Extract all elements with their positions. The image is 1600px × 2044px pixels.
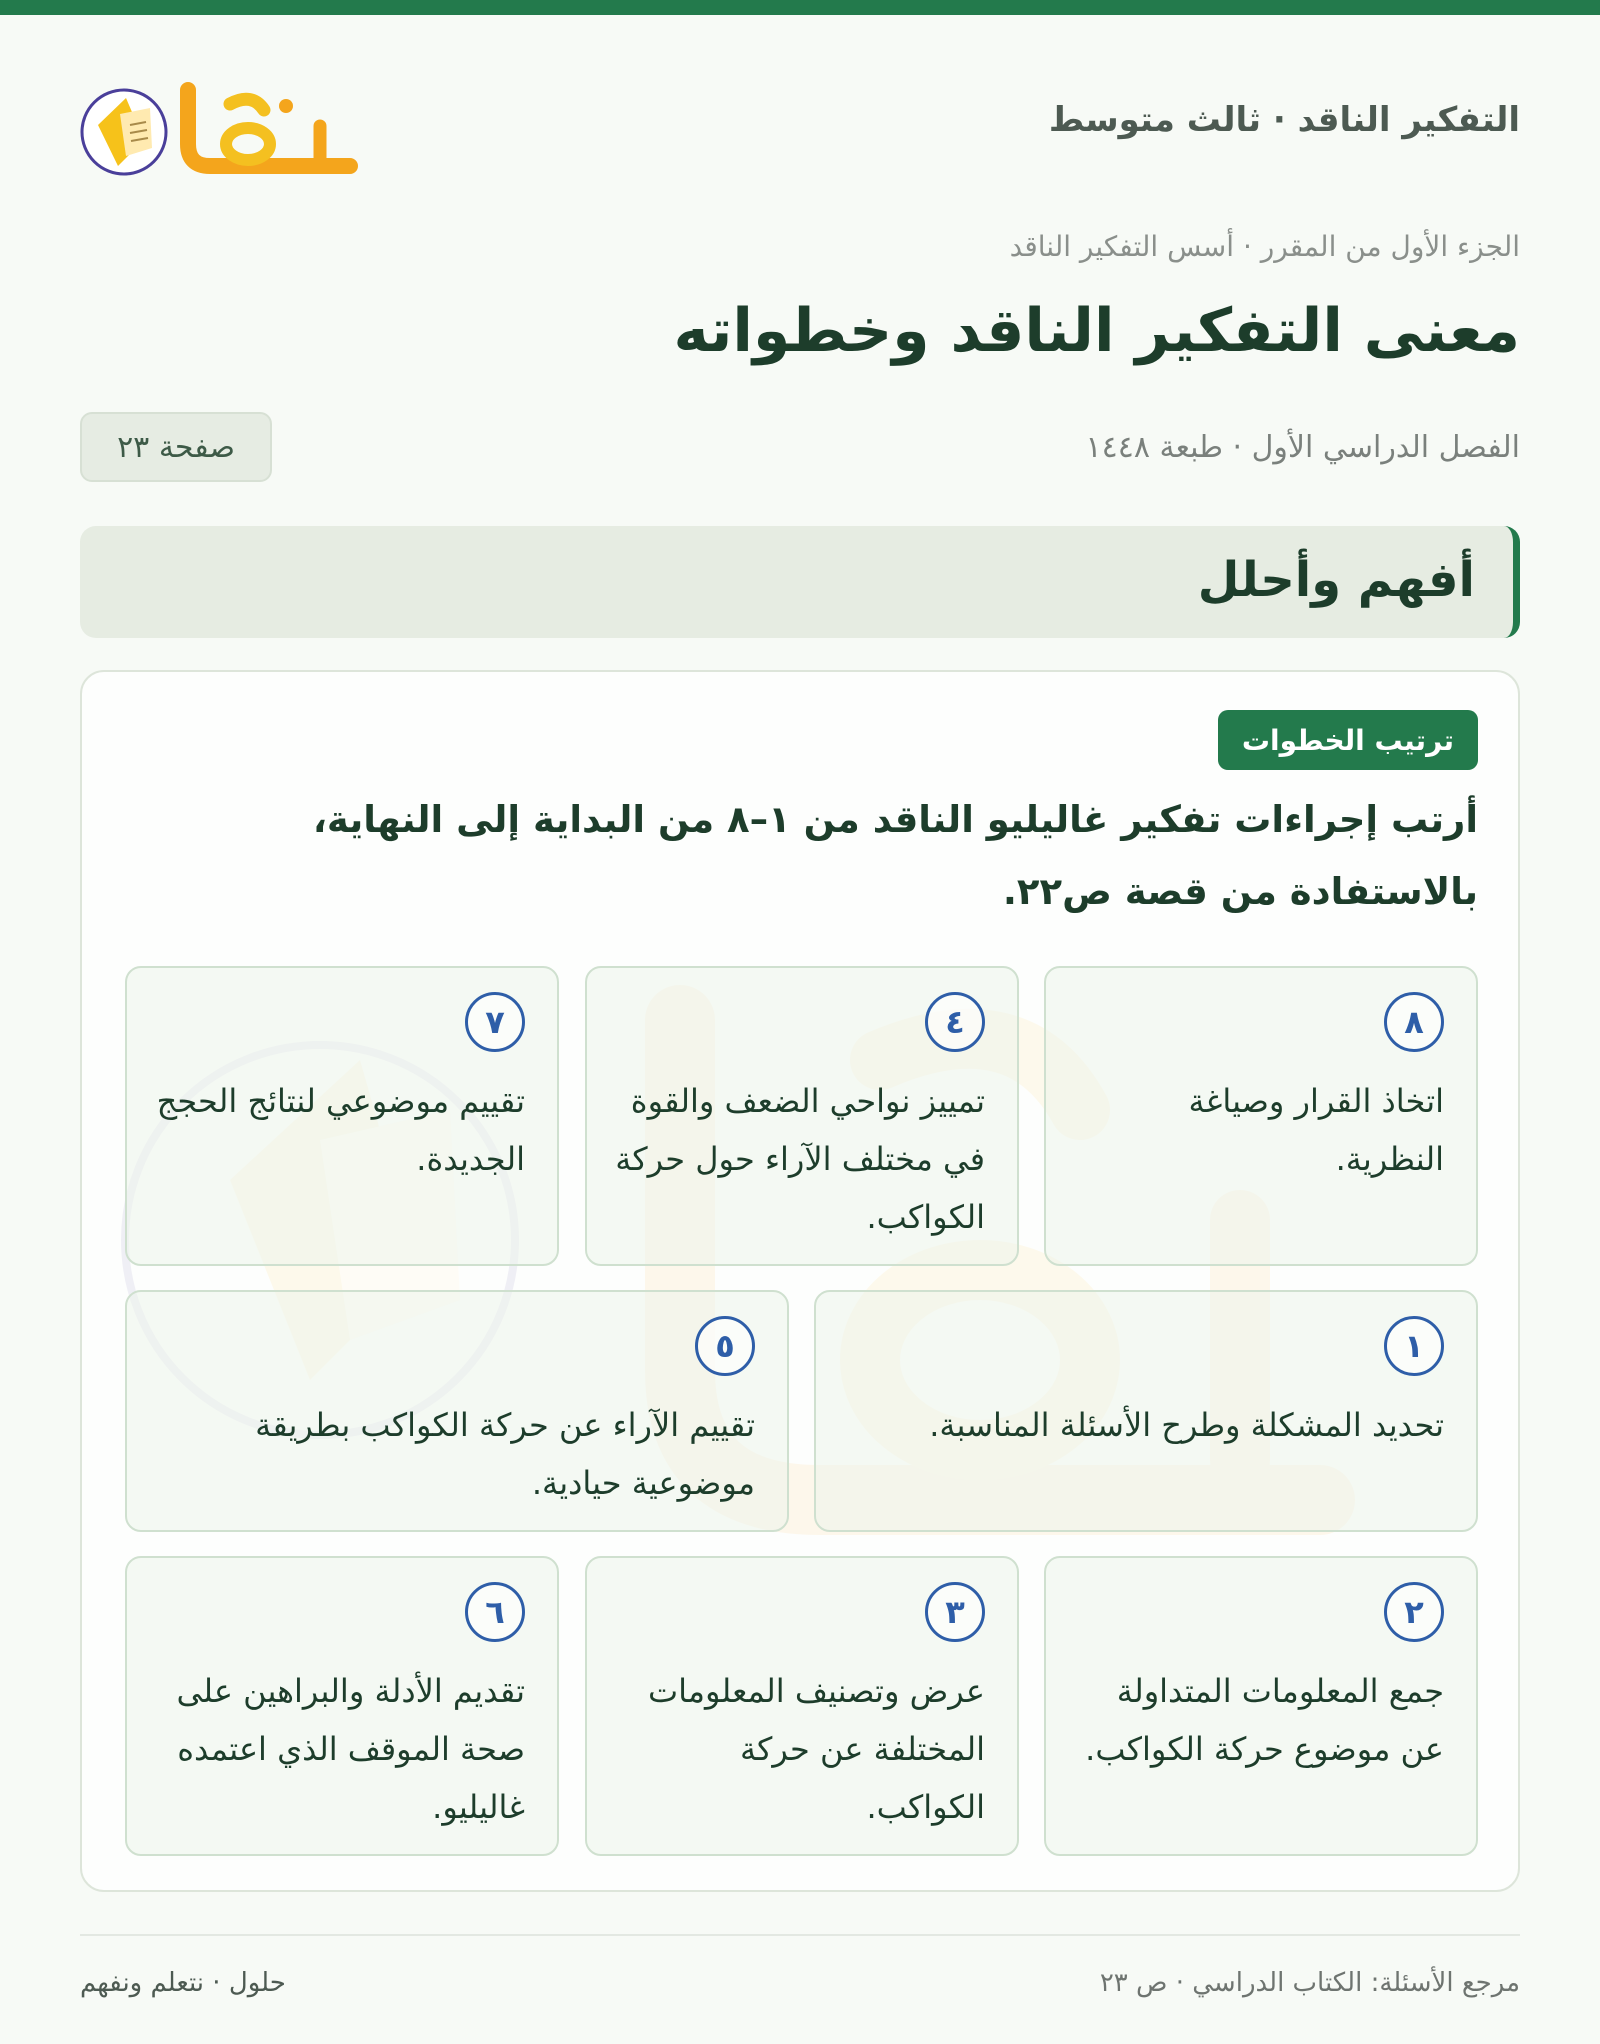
hulul-logo xyxy=(80,70,370,180)
footer-brand: حلول · نتعلم ونفهم xyxy=(80,1968,286,1998)
section-header xyxy=(80,526,1520,638)
step-number-badge: ٤ xyxy=(925,992,985,1052)
step-card xyxy=(125,966,559,1266)
step-card xyxy=(1044,966,1478,1266)
step-text: تقييم الآراء عن حركة الكواكب بطريقة موضوعية حيادية. xyxy=(255,1406,755,1502)
step-text: جمع المعلومات المتداولة عن موضوع حركة الكواكب. xyxy=(1085,1672,1444,1768)
step-text: تقديم الأدلة والبراهين على صحة الموقف الذي اعتمده غاليليو. xyxy=(176,1672,525,1826)
page-header xyxy=(80,70,1520,180)
edition-info: الفصل الدراسي الأول · طبعة ١٤٤٨ xyxy=(1085,430,1520,465)
step-card xyxy=(1044,1556,1478,1856)
breadcrumb: الجزء الأول من المقرر · أسس التفكير الناقد xyxy=(1009,230,1520,263)
step-number-badge: ١ xyxy=(1384,1316,1444,1376)
step-text: اتخاذ القرار وصياغة النظرية. xyxy=(1188,1082,1444,1178)
exercise-card xyxy=(80,670,1520,1892)
step-number-badge: ٦ xyxy=(465,1582,525,1642)
step-card xyxy=(125,1290,789,1532)
step-card xyxy=(585,966,1019,1266)
step-text: عرض وتصنيف المعلومات المختلفة عن حركة الكواكب. xyxy=(647,1672,985,1826)
step-number-badge: ٨ xyxy=(1384,992,1444,1052)
top-accent-bar xyxy=(0,0,1600,15)
step-card xyxy=(585,1556,1019,1856)
step-card xyxy=(125,1556,559,1856)
step-card xyxy=(814,1290,1478,1532)
footer-divider xyxy=(80,1934,1520,1936)
page-number-badge: صفحة ٢٣ xyxy=(80,412,272,482)
step-number-badge: ٢ xyxy=(1384,1582,1444,1642)
page-title: معنى التفكير الناقد وخطواته xyxy=(673,296,1520,366)
step-number-badge: ٣ xyxy=(925,1582,985,1642)
step-number-badge: ٥ xyxy=(695,1316,755,1376)
step-text: تحديد المشكلة وطرح الأسئلة المناسبة. xyxy=(929,1406,1444,1444)
step-number-badge: ٧ xyxy=(465,992,525,1052)
exercise-tag: ترتيب الخطوات xyxy=(1218,710,1478,770)
course-title: التفكير الناقد · ثالث متوسط xyxy=(1048,100,1520,140)
footer-reference: مرجع الأسئلة: الكتاب الدراسي · ص ٢٣ xyxy=(1099,1968,1520,1998)
step-text: تقييم موضوعي لنتائج الحجج الجديدة. xyxy=(156,1082,525,1178)
question-text: أرتب إجراءات تفكير غاليليو الناقد من ١–٨ من البداية إلى النهاية، بالاستفادة من قصة ص٢٢. xyxy=(312,798,1478,913)
section-title: أفهم وأحلل xyxy=(1197,552,1475,608)
step-text: تمييز نواحي الضعف والقوة في مختلف الآراء حول حركة الكواكب. xyxy=(615,1082,985,1236)
